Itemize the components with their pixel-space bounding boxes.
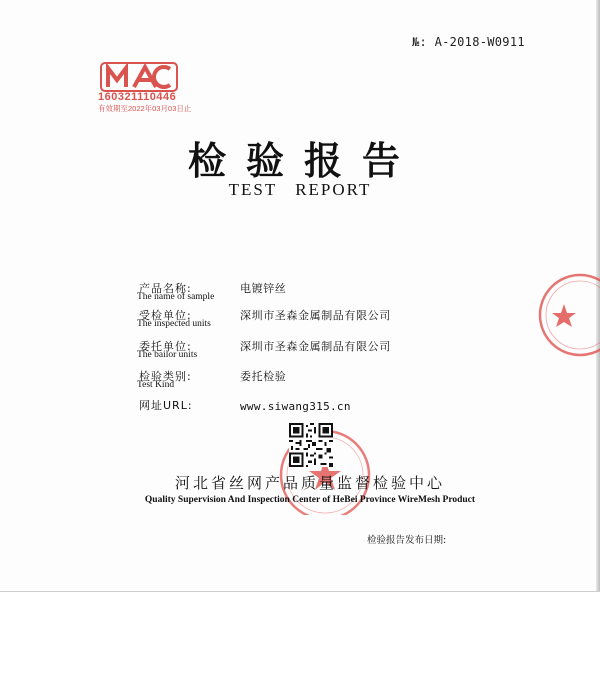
field-label-bailor-en: The bailor units <box>137 350 198 360</box>
field-value-inspected: 深圳市圣森金属制品有限公司 <box>240 309 391 322</box>
title-english: TEST REPORT <box>228 180 372 199</box>
field-label-inspected-en: The inspected units <box>137 319 211 329</box>
cma-logo-icon <box>100 62 178 92</box>
qr-code-icon[interactable] <box>289 423 333 467</box>
field-label-inspected-cn: 受检单位: <box>139 309 192 322</box>
field-label-testkind-en: Test Kind <box>137 380 175 390</box>
field-value-url[interactable]: www.siwang315.cn <box>240 400 351 413</box>
field-value-bailor: 深圳市圣森金属制品有限公司 <box>240 340 391 353</box>
right-seal-stamp <box>534 270 600 360</box>
field-value-sample: 电镀锌丝 <box>240 282 287 295</box>
field-label-sample-en: The name of sample <box>137 292 215 302</box>
field-value-testkind: 委托检验 <box>240 370 287 383</box>
issuing-organization-cn: 河北省丝网产品质量监督检验中心 <box>174 474 445 492</box>
issuing-organization-en: Quality Supervision And Inspection Center of HeBei Province WireMesh Product <box>144 495 476 505</box>
cma-certificate-code: 160321110446 <box>98 91 177 103</box>
issue-date-label: 检验报告发布日期: <box>367 535 447 546</box>
field-label-bailor-cn: 委托单位: <box>139 340 192 353</box>
field-label-sample-cn: 产品名称: <box>139 282 192 295</box>
page-bottom-edge <box>0 591 600 592</box>
field-label-url: 网址URL: <box>139 399 193 412</box>
report-number: №: A-2018-W0911 <box>412 35 525 49</box>
cma-validity: 有效期至2022年03月03日止 <box>98 104 192 113</box>
title-chinese: 检验报告 <box>187 138 420 183</box>
field-label-testkind-cn: 检验类别: <box>139 370 192 383</box>
